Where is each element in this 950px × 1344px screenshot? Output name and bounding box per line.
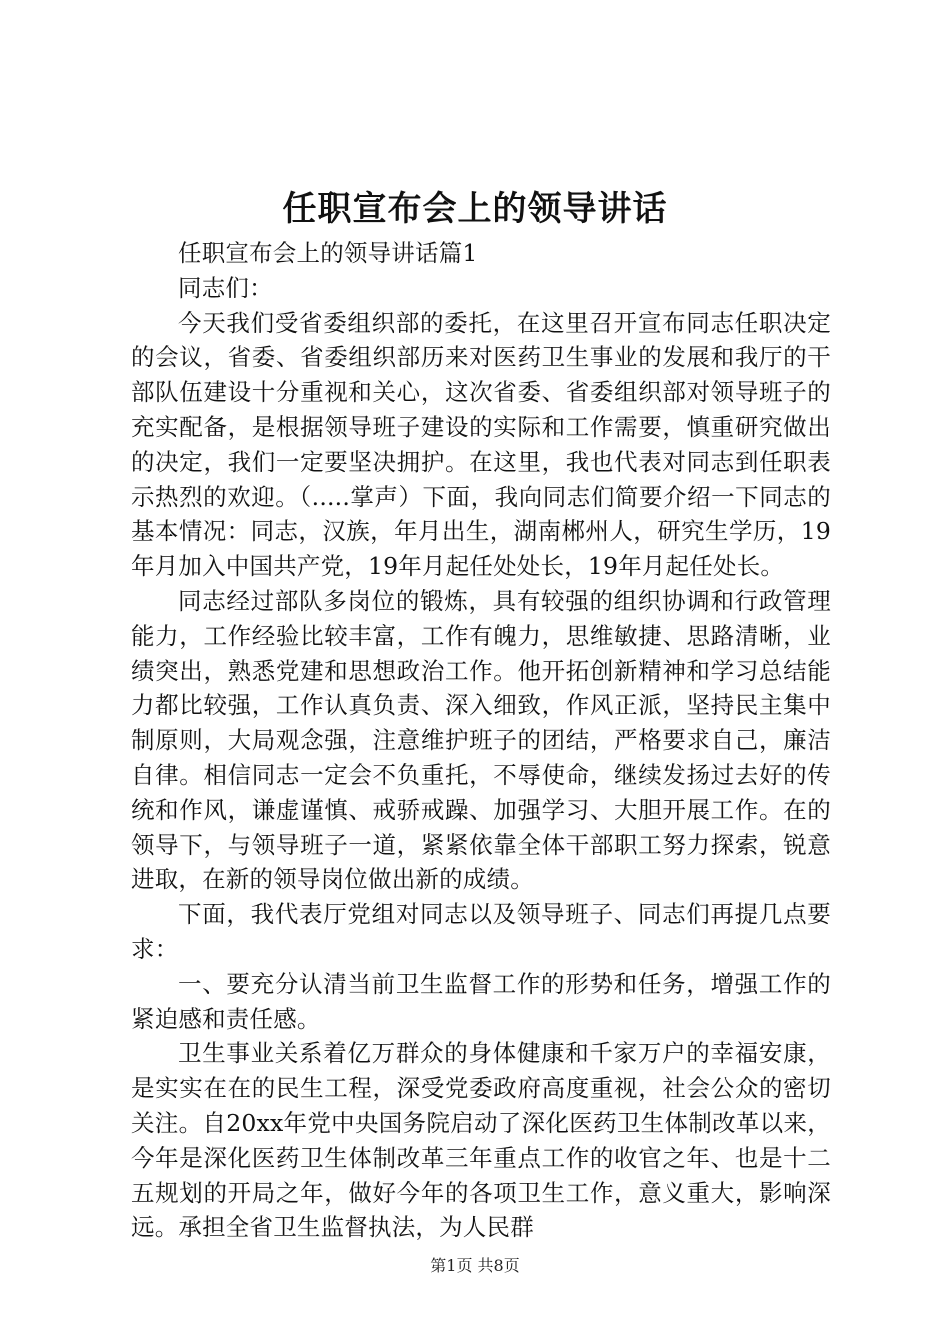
paragraph-subtitle: 任职宣布会上的领导讲话篇1 <box>178 239 478 267</box>
paragraph-heading: 一、要充分认清当前卫生监督工作的形势和任务，增强工作的紧迫感和责任感。 <box>131 969 831 1033</box>
paragraph-salutation: 同志们： <box>178 273 273 302</box>
document-title: 任职宣布会上的领导讲话 <box>282 189 668 229</box>
paragraph: 今天我们受省委组织部的委托，在这里召开宣布同志任职决定的会议，省委、省委组织部历来对医药卫生事业的发展和我厅的干部队伍建设十分重视和关心，这次省委、省委组织部对领导班子的充实配备，是根据领导班子建设的实际和工作需要，慎重研究做出的决定，我们一定要坚决拥护。在这里，我也代表对同志到任职表示热烈的欢迎。（.....掌声）下面，我向同志们简要介绍一下同志的基本情况：同志，汉族，年月出生，湖南郴州人，研究生学历，19年月加入中国共产党，19年月起任处处长，19年月起任处长。 <box>131 308 831 581</box>
paragraph: 卫生事业关系着亿万群众的身体健康和千家万户的幸福安康，是实实在在的民生工程，深受党委政府高度重视，社会公众的密切关注。自20xx年党中央国务院启动了深化医药卫生体制改革以来，今年是深化医药卫生体制改革三年重点工作的收官之年、也是十二五规划的开局之年，做好今年的各项卫生工作，意义重大，影响深远。承担全省卫生监督执法，为人民群 <box>131 1039 831 1242</box>
paragraph: 下面，我代表厅党组对同志以及领导班子、同志们再提几点要求： <box>131 900 831 963</box>
paragraph: 同志经过部队多岗位的锻炼，具有较强的组织协调和行政管理能力，工作经验比较丰富，工作有魄力，思维敏捷、思路清晰，业绩突出，熟悉党建和思想政治工作。他开拓创新精神和学习总结能力都比较强，工作认真负责、深入细致，作风正派，坚持民主集中制原则，大局观念强，注意维护班子的团结，严格要求自己，廉洁自律。相信同志一定会不负重托，不辱使命，继续发扬过去好的传统和作风，谦虚谨慎、戒骄戒躁、加强学习、大胆开展工作。在的领导下，与领导班子一道，紧紧依靠全体干部职工努力探索，锐意进取，在新的领导岗位做出新的成绩。 <box>131 586 831 894</box>
page-number-footer: 第1页 共8页 <box>430 1256 520 1275</box>
document-body <box>131 236 831 1245</box>
